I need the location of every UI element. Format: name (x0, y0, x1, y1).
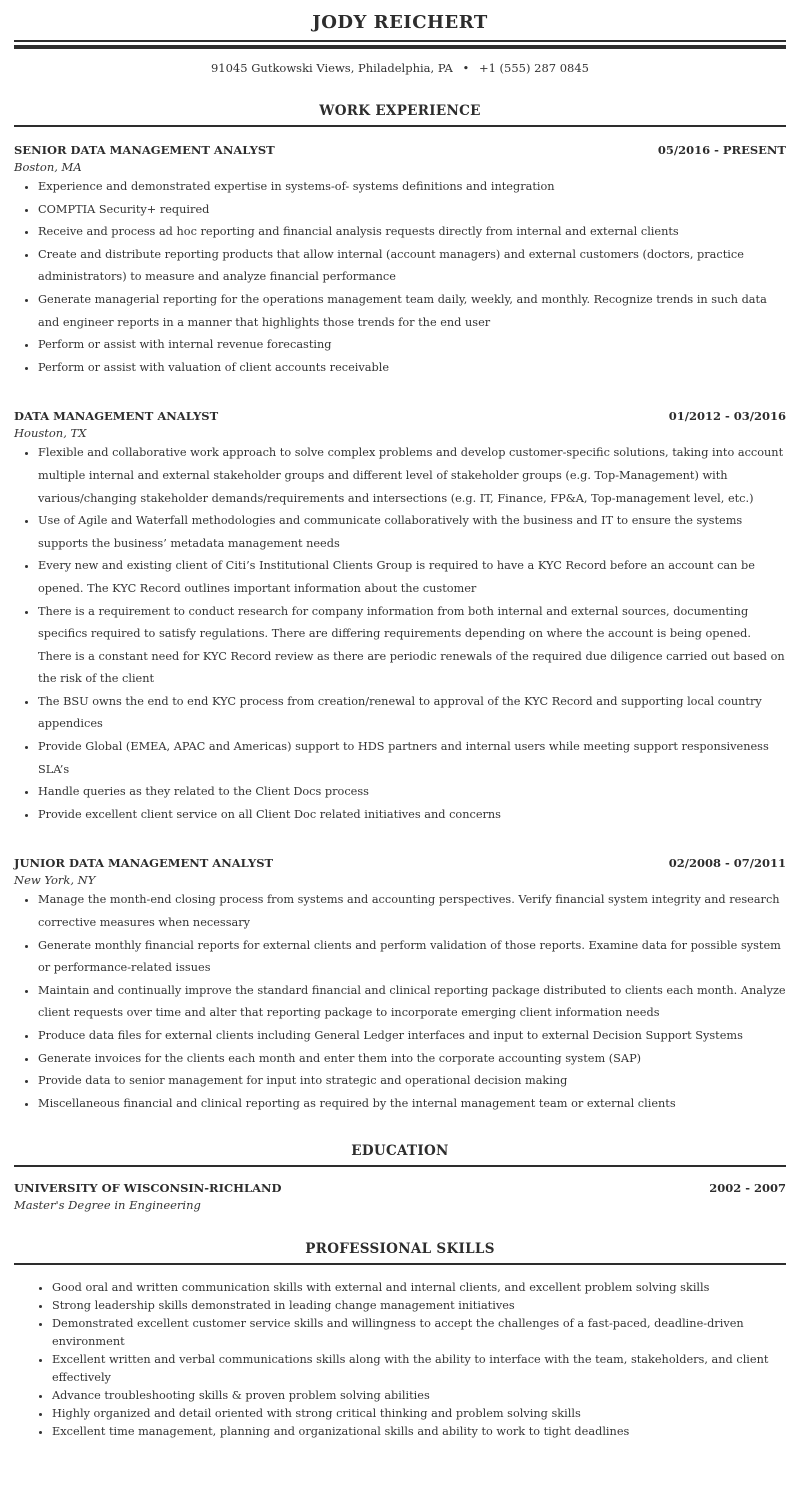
education-section (14, 1143, 786, 1213)
contact-line (14, 59, 786, 77)
job-location: New York, NY (14, 873, 96, 888)
job-bullet: • There is a requirement to conduct research for company information from both internal and external sources, documenting specifics required to satisfy regulations. There are differing requirements depending on where the account is being opened. There is a constant need for KYC Record review as there are periodic renewals of the required due diligence carried out based on the risk of the client (38, 601, 786, 691)
job-bullet: • Use of Agile and Waterfall methodologies and communicate collaboratively with the business and IT to ensure the systems supports the business’ metadata management needs (38, 510, 786, 555)
job-bullet-list (14, 889, 786, 1115)
job-title: JUNIOR DATA MANAGEMENT ANALYST (14, 856, 274, 871)
section-title-education: EDUCATION (14, 1143, 786, 1167)
section-title-work-experience: WORK EXPERIENCE (14, 103, 786, 127)
job-bullet: • Produce data files for external clients including General Ledger interfaces and input to external Decision Support Systems (38, 1025, 786, 1048)
skill-item: • Good oral and written communication skills with external and internal clients, and excellent problem solving skills (52, 1279, 786, 1297)
job-bullet-list (14, 442, 786, 826)
skill-item: • Strong leadership skills demonstrated in leading change management initiatives (52, 1297, 786, 1315)
job-dates: 02/2008 - 07/2011 (668, 856, 786, 871)
job-bullet: • Generate monthly financial reports for external clients and perform validation of those reports. Examine data for possible system or performance-related issues (38, 935, 786, 980)
job-bullet: • COMPTIA Security+ required (38, 199, 786, 222)
job-bullet: • Provide data to senior management for input into strategic and operational decision making (38, 1070, 786, 1093)
skill-item: • Excellent written and verbal communications skills along with the ability to interface with the team, stakeholders, and client effectively (52, 1351, 786, 1387)
job-bullet: • Handle queries as they related to the Client Docs process (38, 781, 786, 804)
job-bullet: • Maintain and continually improve the standard financial and clinical reporting package distributed to clients each month. Analyze client requests over time and alter that reporting package to incorporate emerging client information needs (38, 980, 786, 1025)
job-bullet: • Provide excellent client service on all Client Doc related initiatives and concerns (38, 804, 786, 827)
job-title: DATA MANAGEMENT ANALYST (14, 409, 219, 424)
job-entry-junior (14, 854, 786, 1115)
skill-item: • Highly organized and detail oriented with strong critical thinking and problem solving skills (52, 1405, 786, 1423)
job-bullet: • Generate managerial reporting for the operations management team daily, weekly, and monthly. Recognize trends in such data and engineer reports in a manner that highlights those trends for the end user (38, 289, 786, 334)
job-bullet: • Receive and process ad hoc reporting and financial analysis requests directly from internal and external clients (38, 221, 786, 244)
skills-list (14, 1279, 786, 1441)
job-bullet: • Provide Global (EMEA, APAC and Americas) support to HDS partners and internal users while meeting support responsiveness SLA’s (38, 736, 786, 781)
job-bullet: • Manage the month-end closing process from systems and accounting perspectives. Verify financial system integrity and research corrective measures when necessary (38, 889, 786, 934)
job-header (14, 407, 786, 425)
education-dates: 2002 - 2007 (709, 1181, 786, 1196)
skill-item: • Advance troubleshooting skills & proven problem solving abilities (52, 1387, 786, 1405)
contact-separator: • (462, 61, 470, 75)
job-entry-senior (14, 141, 786, 379)
education-entry (14, 1179, 786, 1213)
job-dates: 05/2016 - PRESENT (657, 143, 786, 157)
job-title: SENIOR DATA MANAGEMENT ANALYST (14, 143, 275, 157)
job-entry-mid (14, 407, 786, 826)
job-bullet: • The BSU owns the end to end KYC process from creation/renewal to approval of the KYC Record and supporting local country appendices (38, 691, 786, 736)
professional-skills-section (14, 1241, 786, 1441)
job-bullet-list (14, 176, 786, 379)
skill-item: • Demonstrated excellent customer service skills and willingness to accept the challenges of a fast-paced, deadline-driven environment (52, 1315, 786, 1351)
skill-item: • Excellent time management, planning and organizational skills and ability to work to tight deadlines (52, 1423, 786, 1441)
work-experience-section (14, 103, 786, 1115)
job-bullet: • Experience and demonstrated expertise in systems-of- systems definitions and integration (38, 176, 786, 199)
job-bullet: • Perform or assist with internal revenue forecasting (38, 334, 786, 357)
contact-address: 91045 Gutkowski Views, Philadelphia, PA (210, 61, 453, 75)
header-divider (14, 40, 786, 49)
job-location: Boston, MA (14, 160, 82, 174)
job-location: Houston, TX (14, 426, 87, 441)
job-bullet: • Create and distribute reporting products that allow internal (account managers) and external customers (doctors, practice administrators) to measure and analyze financial performance (38, 244, 786, 289)
degree-name: Master's Degree in Engineering (14, 1198, 201, 1213)
job-bullet: • Miscellaneous financial and clinical reporting as required by the internal management team or external clients (38, 1093, 786, 1116)
job-bullet: • Perform or assist with valuation of client accounts receivable (38, 357, 786, 380)
education-header (14, 1179, 786, 1197)
job-bullet: • Every new and existing client of Citi’s Institutional Clients Group is required to have a KYC Record before an account can be opened. The KYC Record outlines important information about the customer (38, 555, 786, 600)
school-name: UNIVERSITY OF WISCONSIN-RICHLAND (14, 1181, 282, 1196)
section-title-professional-skills: PROFESSIONAL SKILLS (14, 1241, 786, 1265)
job-header (14, 141, 786, 159)
contact-phone: +1 (555) 287 0845 (478, 61, 589, 75)
job-bullet: • Flexible and collaborative work approach to solve complex problems and develop customer-specific solutions, taking into account multiple internal and external stakeholder groups and different level of stakeholder groups (e.g. Top-Management) with various/changing stakeholder demands/requirements and intersections (e.g. IT, Finance, FP&A, Top-management level, etc.) (38, 442, 786, 510)
job-bullet: • Generate invoices for the clients each month and enter them into the corporate accounting system (SAP) (38, 1048, 786, 1071)
job-header (14, 854, 786, 872)
candidate-name: JODY REICHERT (312, 12, 488, 33)
job-dates: 01/2012 - 03/2016 (668, 409, 786, 424)
